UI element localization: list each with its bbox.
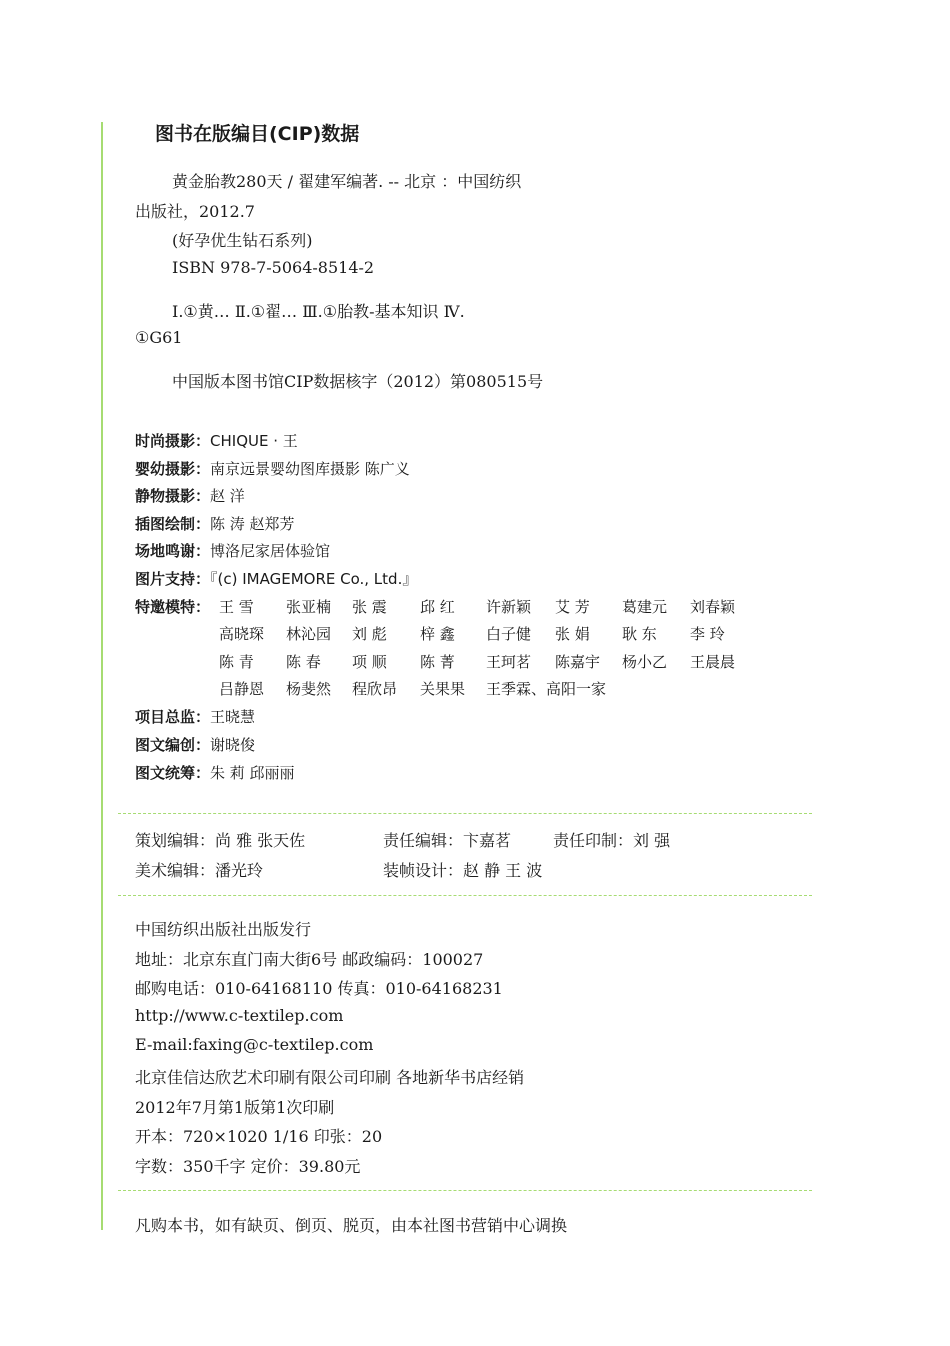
publisher-edition: 2012年7月第1版第1次印刷 <box>135 1098 335 1117</box>
publisher-email: E-mail:faxing@c-textilep.com <box>135 1035 374 1054</box>
publisher-printer: 北京佳信达欣艺术印刷有限公司印刷 各地新华书店经销 <box>135 1068 525 1087</box>
credit-value: 南京远景婴幼图库摄影 陈广义 <box>210 460 410 478</box>
model-name: 张 娟 <box>555 625 590 643</box>
credit-row <box>135 485 245 506</box>
model-name: 王晨晨 <box>690 653 736 671</box>
model-name: 张亚楠 <box>286 598 332 616</box>
models-label: 特邀模特： <box>135 598 211 616</box>
credit-row <box>135 458 410 479</box>
cip-isbn: ISBN 978-7-5064-8514-2 <box>172 258 375 277</box>
credit-row <box>135 430 298 451</box>
model-name: 王珂茗 <box>486 653 532 671</box>
model-name: 杨斐然 <box>286 680 332 698</box>
credit-value: CHIQUE · 王 <box>210 432 298 450</box>
publisher-name: 中国纺织出版社出版发行 <box>135 920 312 939</box>
model-name: 邱 红 <box>420 598 455 616</box>
dashed-divider <box>118 1190 812 1191</box>
planning-editor: 策划编辑：尚 雅 张天佐 <box>135 831 306 850</box>
model-name: 耿 东 <box>622 625 657 643</box>
model-name: 许新颖 <box>486 598 532 616</box>
art-editor: 美术编辑：潘光玲 <box>135 861 264 880</box>
model-name: 张 震 <box>352 598 387 616</box>
model-name: 梓 鑫 <box>420 625 455 643</box>
credit-row <box>135 513 295 534</box>
binding-designer: 装帧设计：赵 静 王 波 <box>383 861 543 880</box>
credit-value: 王晓慧 <box>210 708 256 726</box>
credit-label: 项目总监： <box>135 708 211 726</box>
credit-value: 谢晓俊 <box>210 736 256 754</box>
model-name: 关果果 <box>420 680 466 698</box>
credit-label: 场地鸣谢： <box>135 542 211 560</box>
credit-value: 博洛尼家居体验馆 <box>210 542 331 560</box>
dashed-divider <box>118 813 812 814</box>
model-name: 陈 菁 <box>420 653 455 671</box>
model-name: 高晓琛 <box>219 625 265 643</box>
publisher-words-price: 字数：350千字 定价：39.80元 <box>135 1157 361 1176</box>
cip-title: 图书在版编目(CIP)数据 <box>155 123 360 145</box>
credit-value: 陈 涛 赵郑芳 <box>210 515 295 533</box>
credit-label: 插图绘制： <box>135 515 211 533</box>
credit-label: 静物摄影： <box>135 487 211 505</box>
credit-row <box>135 762 295 783</box>
model-name: 陈嘉宇 <box>555 653 601 671</box>
model-name: 李 玲 <box>690 625 725 643</box>
credit-value: 赵 洋 <box>210 487 245 505</box>
model-name: 刘 彪 <box>352 625 387 643</box>
model-name: 程欣昂 <box>352 680 398 698</box>
cip-line1: 黄金胎教280天 / 翟建军编著. -- 北京 ：中国纺织 <box>172 172 522 191</box>
cip-class1: Ⅰ.①黄… Ⅱ.①翟… Ⅲ.①胎教-基本知识 Ⅳ. <box>172 302 465 321</box>
vertical-green-rule <box>101 122 103 1230</box>
credit-label: 时尚摄影： <box>135 432 211 450</box>
credit-label: 图文编创： <box>135 736 211 754</box>
publisher-url: http://www.c-textilep.com <box>135 1006 344 1025</box>
cip-class2: ①G61 <box>135 328 183 347</box>
model-name: 杨小乙 <box>622 653 668 671</box>
credit-value: 朱 莉 邱丽丽 <box>210 764 295 782</box>
credit-label: 图片支持： <box>135 570 211 588</box>
credit-label: 图文统筹： <box>135 764 211 782</box>
credit-row <box>135 568 417 589</box>
model-name: 项 顺 <box>352 653 387 671</box>
printing-supervisor: 责任印制：刘 强 <box>553 831 671 850</box>
model-name: 葛建元 <box>622 598 668 616</box>
dashed-divider <box>118 895 812 896</box>
publisher-phone: 邮购电话：010-64168110 传真：010-64168231 <box>135 979 503 998</box>
return-notice: 凡购本书，如有缺页、倒页、脱页，由本社图书营销中心调换 <box>135 1216 568 1235</box>
credit-row <box>135 706 255 727</box>
model-name: 陈 春 <box>286 653 321 671</box>
model-name: 吕静恩 <box>219 680 265 698</box>
model-name: 王 雪 <box>219 598 254 616</box>
cip-record: 中国版本图书馆CIP数据核字（2012）第080515号 <box>172 372 544 391</box>
responsible-editor: 责任编辑：卞嘉茗 <box>383 831 512 850</box>
model-name: 艾 芳 <box>555 598 590 616</box>
model-name: 白子健 <box>486 625 532 643</box>
credit-value: 『(c) IMAGEMORE Co., Ltd.』 <box>210 570 418 588</box>
credit-row <box>135 540 330 561</box>
credit-row <box>135 734 255 755</box>
cip-series: (好孕优生钻石系列) <box>172 231 313 250</box>
model-name: 陈 青 <box>219 653 254 671</box>
credit-label: 婴幼摄影： <box>135 460 211 478</box>
publisher-format: 开本：720×1020 1/16 印张：20 <box>135 1127 383 1146</box>
publisher-address: 地址：北京东直门南大街6号 邮政编码：100027 <box>135 950 484 969</box>
model-name: 刘春颖 <box>690 598 736 616</box>
model-name: 林沁园 <box>286 625 332 643</box>
model-name: 王季霖、高阳一家 <box>486 680 607 698</box>
cip-line2: 出版社，2012.7 <box>135 202 255 221</box>
